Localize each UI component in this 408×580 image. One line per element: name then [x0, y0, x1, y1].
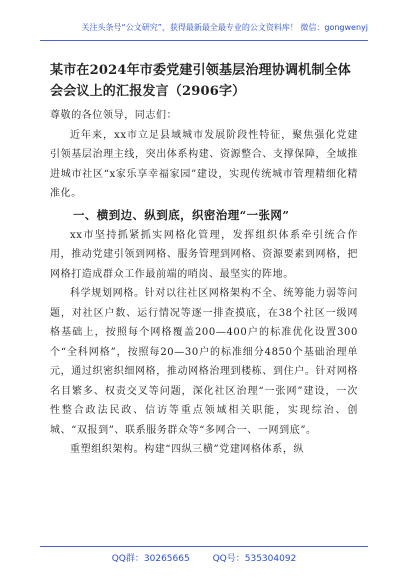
- paragraph-structure: 重塑组织架构。构建“四纵三横”党建网格体系，纵: [70, 444, 305, 455]
- paragraph-planning: 科学规划网格。针对以往社区网格架构不全、统筹能力弱等问题，对社区户数、运行情况等逐一排查摸底，在38个社区一级网格基础上，按照每个网格覆盖200—400户的标准优化设置300个“全科网格”，按照每20—30户的标准细分4850个基础治理单元，通过织密织细网格，推动网格治理到楼栋、到住户。针对网格名目繁多、权责交叉等问题，深化社区治理“一张网”建设，一次性整合政法民政、信访等重点领域相关职能，实现综治、创城、“双报到”、联系服务群众等“多网合一、一网到底”。: [50, 288, 358, 436]
- document-title: 某市在2024年市委党建引领基层治理协调机制全体会会议上的汇报发言（2906字）: [50, 63, 351, 99]
- top-banner: 关注头条号“公文研究”，获得最新最全最专业的公文资料库！ 微信：gongwenyj: [81, 23, 368, 32]
- greeting: 尊敬的各位领导，同志们：: [50, 110, 178, 121]
- qq-group: QQ群：30265665: [111, 554, 190, 564]
- bottom-divider: [40, 546, 368, 547]
- top-divider: [40, 40, 368, 41]
- document-body: [50, 60, 358, 460]
- paragraph-intro: 近年来，xx市立足县域城市发展阶段性特征，聚焦强化党建引领基层治理主线，突出体系构建、资源整合、支撑保障，全域推进城市社区“x家乐享幸福家园”建设，实现传统城市管理精细化精准化。: [50, 129, 358, 199]
- paragraph-grid-management: xx市坚持抓紧抓实网格化管理，发挥组织体系牵引统合作用，推动党建引领到网格、服务管理到网格、资源要素到网格，把网格打造成群众工作最前端的哨岗、最坚实的阵地。: [50, 229, 358, 280]
- bottom-banner: [0, 551, 408, 564]
- qq-number: QQ号：535304092: [212, 554, 297, 564]
- section-heading-1: 一、横到边、纵到底，织密治理“一张网”: [73, 207, 290, 222]
